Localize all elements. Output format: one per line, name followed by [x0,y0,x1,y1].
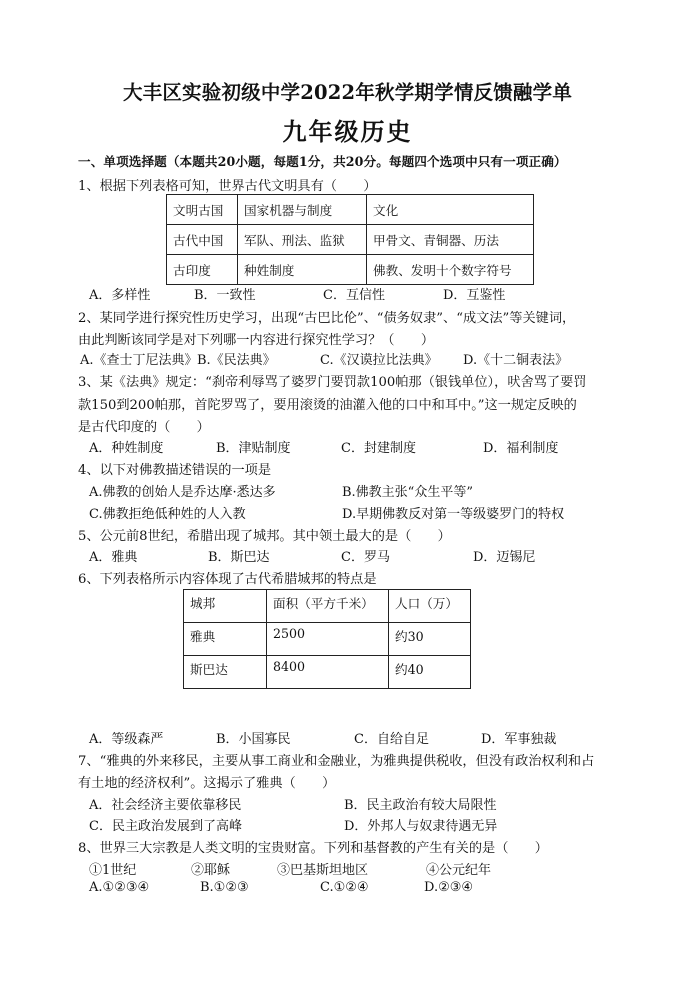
table-cell: 国家机器与制度 [238,195,367,225]
q1-option-d[interactable]: D．互鉴性 [443,288,506,303]
q4-option-a[interactable]: A.佛教的创始人是乔达摩·悉达多 [89,485,276,500]
q4-option-c[interactable]: C.佛教拒绝低种姓的人入教 [89,507,246,522]
question-8-stem: 8、世界三大宗教是人类文明的宝贵财富。下列和基督教的产生有关的是（ ） [78,841,548,856]
q8-option-b[interactable]: B.①②③ [200,880,249,895]
q1-option-b[interactable]: B．一致性 [194,288,256,303]
q4-option-b[interactable]: B.佛教主张“众生平等” [342,485,473,500]
question-3-stem-line1: 3、某《法典》规定：“刹帝利辱骂了婆罗门要罚款100帕那（银钱单位），吠舍骂了要罚 [78,375,587,390]
question-6-stem: 6、下列表格所示内容体现了古代希腊城邦的特点是 [78,572,377,587]
table-row [184,590,471,623]
question-7-stem-line2: 有土地的经济权利”。这揭示了雅典（ ） [78,776,336,791]
table-row [184,656,471,689]
exam-subject-title: 九年级历史 [282,117,413,146]
q3-option-b[interactable]: B．津贴制度 [216,441,291,456]
q1-option-a[interactable]: A．多样性 [89,288,151,303]
q5-option-d[interactable]: D．迈锡尼 [473,550,536,565]
q8-item-3: ③巴基斯坦地区 [277,863,369,878]
q5-option-b[interactable]: B．斯巴达 [208,550,270,565]
table-cell: 8400 [267,656,389,689]
q8-item-1: ①1世纪 [89,863,137,878]
table-cell: 古代中国 [167,225,238,255]
question-6-table [183,589,471,689]
question-3-stem-line3: 是古代印度的（ ） [78,420,210,435]
exam-title: 大丰区实验初级中学2022年秋学期学情反馈融学单 [122,81,573,104]
table-row [167,225,534,255]
q2-option-b[interactable]: B.《民法典》 [197,353,276,368]
table-cell: 古印度 [167,255,238,285]
q7-option-c[interactable]: C．民主政治发展到了高峰 [89,819,242,834]
table-cell: 2500 [267,623,389,656]
q6-option-a[interactable]: A．等级森严 [89,732,164,747]
question-1-stem: 1、根据下列表格可知，世界古代文明具有（ ） [78,179,377,194]
table-cell: 种姓制度 [238,255,367,285]
table-cell: 人口（万） [389,590,471,623]
q4-option-d[interactable]: D.早期佛教反对第一等级婆罗门的特权 [342,507,565,522]
q1-option-c[interactable]: C．互信性 [323,288,385,303]
q2-option-a[interactable]: A.《查士丁尼法典》 [80,353,198,368]
table-cell: 雅典 [184,623,267,656]
q2-option-c[interactable]: C.《汉谟拉比法典》 [320,353,438,368]
section-heading: 一、单项选择题（本题共20小题，每题1分，共20分。每题四个选项中只有一项正确） [78,154,567,169]
q3-option-d[interactable]: D．福利制度 [483,441,559,456]
q3-option-c[interactable]: C．封建制度 [341,441,416,456]
table-cell: 城邦 [184,590,267,623]
question-3-stem-line2: 款150到200帕那，首陀罗骂了，要用滚烫的油灌入他的口中和耳中。”这一规定反映的 [78,398,577,413]
table-cell: 佛教、发明十个数字符号 [367,255,534,285]
question-2-stem-line2: 由此判断该同学是对下列哪一内容进行探究性学习？（ ） [78,333,435,348]
q5-option-a[interactable]: A．雅典 [89,550,138,565]
q8-item-4: ④公元纪年 [426,863,492,878]
q8-option-c[interactable]: C.①②④ [320,880,369,895]
question-5-stem: 5、公元前8世纪，希腊出现了城邦。其中领土最大的是（ ） [78,529,451,544]
question-7-stem-line1: 7、“雅典的外来移民，主要从事工商业和金融业，为雅典提供税收，但没有政治权利和占 [78,754,595,769]
table-cell: 军队、刑法、监狱 [238,225,367,255]
table-cell: 约30 [389,623,471,656]
q8-option-a[interactable]: A.①②③④ [89,880,150,895]
table-cell: 文明古国 [167,195,238,225]
table-cell: 文化 [367,195,534,225]
q3-option-a[interactable]: A．种姓制度 [89,441,164,456]
q7-option-d[interactable]: D．外邦人与奴隶待遇无异 [344,819,498,834]
table-cell: 斯巴达 [184,656,267,689]
q7-option-b[interactable]: B．民主政治有较大局限性 [344,798,497,813]
table-cell: 面积（平方千米） [267,590,389,623]
table-row [184,623,471,656]
q6-option-d[interactable]: D．军事独裁 [481,732,557,747]
q7-option-a[interactable]: A．社会经济主要依靠移民 [89,798,242,813]
q8-option-d[interactable]: D.②③④ [424,880,474,895]
question-4-stem: 4、以下对佛教描述错误的一项是 [78,463,272,478]
table-row [167,195,534,225]
q6-option-c[interactable]: C．自给自足 [354,732,429,747]
q5-option-c[interactable]: C．罗马 [341,550,390,565]
question-2-stem-line1: 2、某同学进行探究性历史学习，出现“古巴比伦”、“债务奴隶”、“成文法”等关键词， [78,311,576,326]
q8-item-2: ②耶稣 [191,863,231,878]
q6-option-b[interactable]: B．小国寡民 [216,732,291,747]
table-cell: 约40 [389,656,471,689]
q2-option-d[interactable]: D.《十二铜表法》 [463,353,569,368]
question-1-table [166,194,534,285]
table-cell: 甲骨文、青铜器、历法 [367,225,534,255]
table-row [167,255,534,285]
